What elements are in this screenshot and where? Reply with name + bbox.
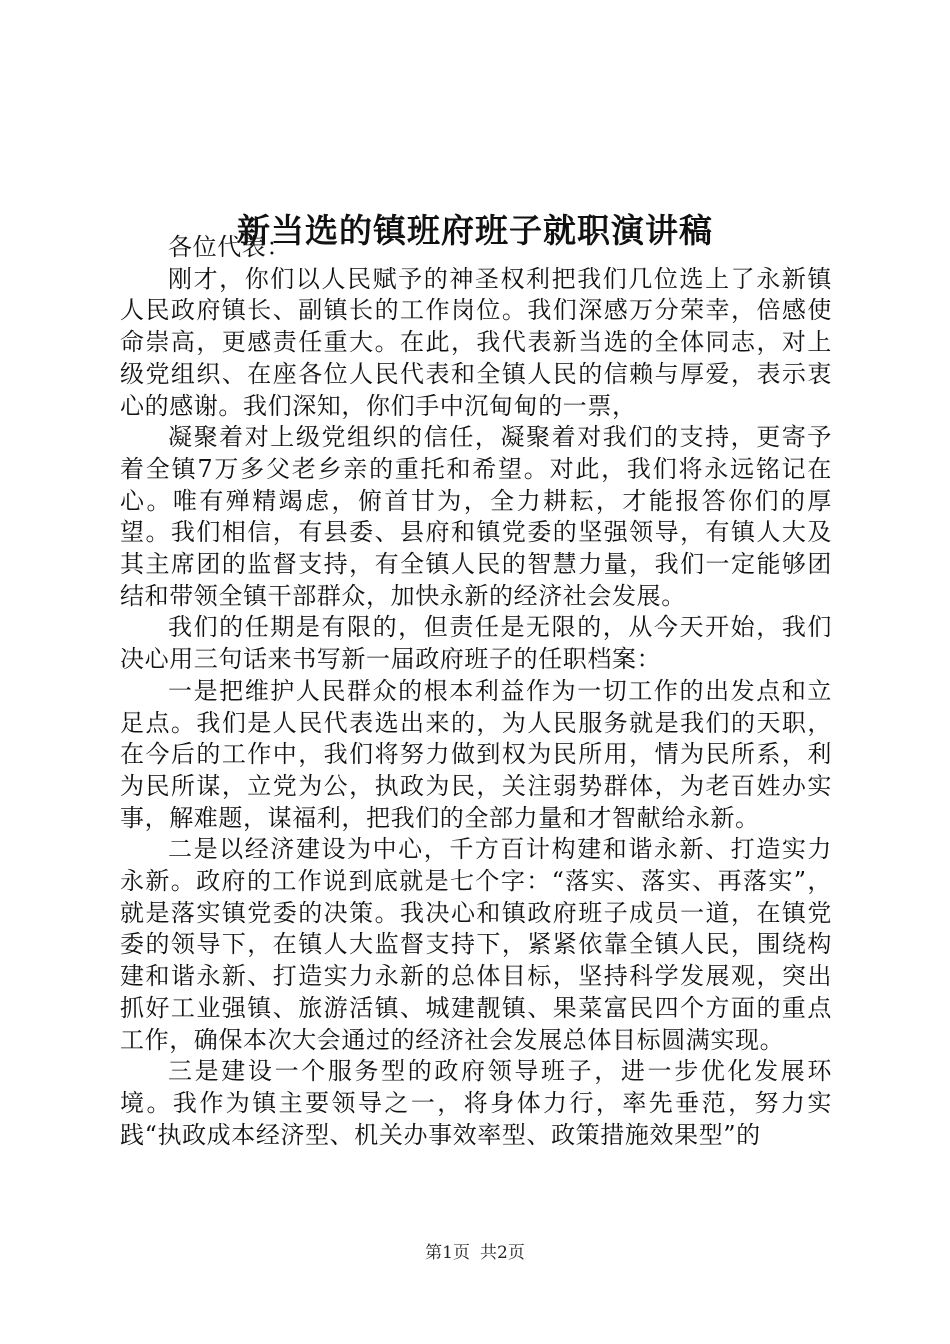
document-body	[120, 232, 832, 1151]
paragraph: 三是建设一个服务型的政府领导班子，进一步优化发展环境。我作为镇主要领导之一，将身体力行，率先垂范，努力实践“执政成本经济型、机关办事效率型、政策措施效果型”的	[120, 1057, 832, 1149]
paragraph: 二是以经济建设为中心，千方百计构建和谐永新、打造实力永新。政府的工作说到底就是七个字：“落实、落实、再落实”，就是落实镇党委的决策。我决心和镇政府班子成员一道，在镇党委的领导下，在镇人大监督支持下，紧紧依靠全镇人民，围绕构建和谐永新、打造实力永新的总体目标，坚持科学发展观，突出抓好工业强镇、旅游活镇、城建靓镇、果菜富民四个方面的重点工作，确保本次大会通过的经济社会发展总体目标圆满实现。	[120, 835, 832, 1054]
paragraph: 刚才，你们以人民赋予的神圣权利把我们几位选上了永新镇人民政府镇长、副镇长的工作岗位。我们深感万分荣幸，倍感使命崇高，更感责任重大。在此，我代表新当选的全体同志，对上级党组织、在座各位人民代表和全镇人民的信赖与厚爱，表示衷心的感谢。我们深知，你们手中沉甸甸的一票，	[120, 264, 832, 420]
page-footer	[0, 1242, 950, 1264]
paragraph: 一是把维护人民群众的根本利益作为一切工作的出发点和立足点。我们是人民代表选出来的，为人民服务就是我们的天职，在今后的工作中，我们将努力做到权为民所用，情为民所系，利为民所谋，立党为公，执政为民，关注弱势群体，为老百姓办实事，解难题，谋福利，把我们的全部力量和才智献给永新。	[120, 676, 832, 832]
page-total: 共2页	[480, 1243, 525, 1263]
paragraph: 凝聚着对上级党组织的信任，凝聚着对我们的支持，更寄予着全镇7万多父老乡亲的重托和希望。对此，我们将永远铭记在心。唯有殚精竭虑，俯首甘为，全力耕耘，才能报答你们的厚望。我们相信，有县委、县府和镇党委的坚强领导，有镇人大及其主席团的监督支持，有全镇人民的智慧力量，我们一定能够团结和带领全镇干部群众，加快永新的经济社会发展。	[120, 423, 832, 610]
salutation: 各位代表：	[168, 233, 291, 261]
paragraph: 我们的任期是有限的，但责任是无限的，从今天开始，我们决心用三句话来书写新一届政府班子的任职档案：	[120, 613, 832, 674]
document-title: 新当选的镇班府班子就职演讲稿	[237, 211, 713, 251]
page-number: 第1页	[425, 1243, 470, 1263]
